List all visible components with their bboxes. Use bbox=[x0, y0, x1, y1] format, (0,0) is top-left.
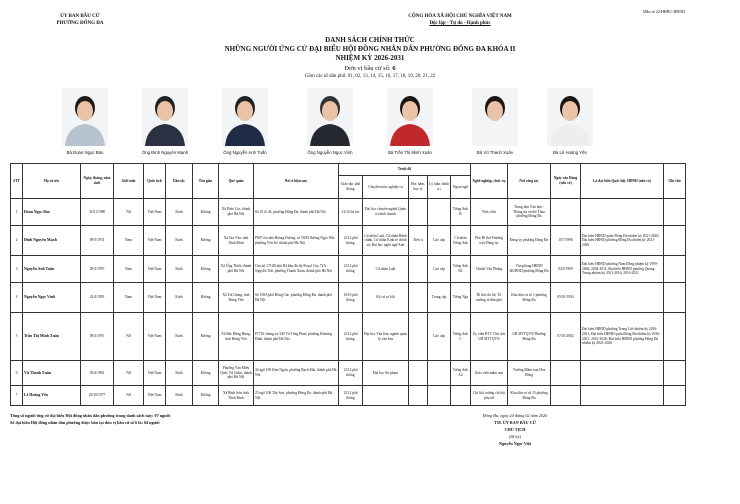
issuer-line: PHƯỜNG ĐỐNG ĐA bbox=[56, 21, 104, 26]
table-cell: 22/4/1959 bbox=[81, 283, 114, 313]
table-cell: 12/12 phổ thông bbox=[339, 256, 363, 283]
table-cell: 6 bbox=[11, 361, 23, 386]
table-cell: 12/12 phổ thông bbox=[339, 313, 363, 361]
table-cell: 12/12 phổ thông bbox=[339, 386, 363, 406]
table-cell: Tiếng Anh C bbox=[451, 313, 471, 361]
table-cell: 32 ngõ 100 Kim Ngưu, phường Bạch Mai, thành phố Hà Nội bbox=[254, 361, 339, 386]
table-cell: Tiếng Anh A2 bbox=[451, 361, 471, 386]
table-cell: Việt Nam bbox=[144, 256, 166, 283]
table-cell bbox=[428, 386, 451, 406]
signature-block bbox=[455, 412, 575, 447]
table-cell: 7 bbox=[11, 386, 23, 406]
table-cell: Chánh Văn Phòng bbox=[471, 256, 508, 283]
table-cell bbox=[551, 199, 581, 226]
table-cell: Không bbox=[193, 386, 219, 406]
table-cell: Ủy viên BTV Chủ tịch UB MTTQVN bbox=[471, 313, 508, 361]
table-cell bbox=[581, 283, 664, 313]
table-cell bbox=[451, 386, 471, 406]
title-line: DANH SÁCH CHÍNH THỨC bbox=[325, 36, 415, 44]
candidate-photo bbox=[62, 88, 108, 146]
table-cell: Không bbox=[193, 283, 219, 313]
table-cell: Xã Gia Vân, tỉnh Ninh Bình bbox=[219, 226, 254, 256]
signer-name: Nguyễn Ngọc Việt bbox=[498, 441, 532, 446]
candidate-photo bbox=[472, 88, 518, 146]
table-cell: Giáo viên mầm non bbox=[471, 361, 508, 386]
table-cell: Số 25 tổ 44, phường Đống Đa, thành phố Hà Nội bbox=[254, 199, 339, 226]
table-cell bbox=[409, 361, 428, 386]
table-cell: Nam bbox=[114, 226, 144, 256]
photo-caption: Bà Vũ Thanh Xuân bbox=[476, 150, 514, 155]
table-cell: 04/5/1999 bbox=[551, 256, 581, 283]
table-cell: P907 tòa nhà Hoàng Dương, số 50/83 đường Ngọc Hồi, phường Yên Sở, thành phố Hà Nội bbox=[254, 226, 339, 256]
table-cell: Phường Văn Miếu Quốc Tử Giám, thành phố Hà Nội bbox=[219, 361, 254, 386]
table-cell: 3 bbox=[11, 256, 23, 283]
column-header: Quốc tịch bbox=[144, 164, 166, 199]
table-cell: Cử nhân Luật bbox=[363, 256, 409, 283]
table-cell: Khu dân cư số 1 phường Đống Đa bbox=[508, 283, 551, 313]
column-header: Nơi công tác bbox=[508, 164, 551, 199]
table-cell bbox=[664, 199, 686, 226]
table-cell: Không bbox=[193, 199, 219, 226]
table-cell: Văn phòng HĐND &UBND phường Đống Đa bbox=[508, 256, 551, 283]
column-header: Giới tính bbox=[114, 164, 144, 199]
table-cell bbox=[428, 361, 451, 386]
table-cell: 09/3/1976 bbox=[81, 313, 114, 361]
table-cell bbox=[409, 283, 428, 313]
table-cell: Trần Thị Minh Xuân bbox=[23, 313, 81, 361]
issuer-header bbox=[40, 13, 120, 27]
table-cell: Xã Trà Giang, tỉnh Hưng Yên bbox=[219, 283, 254, 313]
summary bbox=[10, 412, 170, 426]
table-cell: Kinh bbox=[166, 283, 193, 313]
photo-caption: Ông Đinh Nguyên Mạnh bbox=[141, 150, 189, 155]
table-cell: Tiếng Anh B bbox=[451, 199, 471, 226]
column-header: Dân tộc bbox=[166, 164, 193, 199]
table-cell bbox=[664, 386, 686, 406]
column-header: Là đại biểu Quốc hội, HĐND (nếu có) bbox=[581, 164, 664, 199]
table-cell: Kinh bbox=[166, 361, 193, 386]
table-cell: Kỹ sư cơ khí bbox=[363, 283, 409, 313]
table-cell: 05/01/1994 bbox=[551, 283, 581, 313]
table-cell: Cao cấp bbox=[428, 256, 451, 283]
table-cell bbox=[581, 361, 664, 386]
table-cell: Đại học chuyên ngành Quản trị kinh doanh bbox=[363, 199, 409, 226]
table-cell: Trung tâm Văn hóa - Thông tin và thể Thao phường Đống Đa bbox=[508, 199, 551, 226]
table-cell: Đại học Văn hóa, ngành quản lý văn hóa bbox=[363, 313, 409, 361]
table-cell bbox=[581, 199, 664, 226]
table-cell: Trung cấp bbox=[428, 283, 451, 313]
unit-number: 6 bbox=[392, 65, 396, 72]
column-header: STT bbox=[11, 164, 23, 199]
table-cell: 09/5/1974 bbox=[81, 226, 114, 256]
table-cell: Việt Nam bbox=[144, 361, 166, 386]
table-cell: Không bbox=[193, 226, 219, 256]
table-cell: Xã Phúc Lộc, thành phố Hà Nội bbox=[219, 199, 254, 226]
table-cell bbox=[581, 386, 664, 406]
table-row bbox=[11, 226, 686, 256]
document-title bbox=[120, 36, 620, 80]
table-cell: Căn hộ 1712B nhà R4 khu đô thị Royal City 72A Nguyễn Trãi, phường Thanh Xuân, thành phố Hà Nội bbox=[254, 256, 339, 283]
sign-org: TM. ỦY BAN BẦU CỬ bbox=[494, 420, 536, 425]
national-motto: Độc lập - Tự do - Hạnh phúc bbox=[429, 21, 491, 26]
table-cell: Đinh Nguyên Mạnh bbox=[23, 226, 81, 256]
table-cell: Đại học Sư phạm bbox=[363, 361, 409, 386]
table-cell bbox=[428, 199, 451, 226]
table-cell: Viên chức bbox=[471, 199, 508, 226]
table-cell: 12/12 bổ túc bbox=[339, 199, 363, 226]
table-cell: Việt Nam bbox=[144, 313, 166, 361]
table-cell bbox=[551, 386, 581, 406]
table-cell: Không bbox=[193, 361, 219, 386]
column-header: Ngày, tháng, năm sinh bbox=[81, 164, 114, 199]
table-cell: Tiếng Anh B2 bbox=[451, 256, 471, 283]
column-header: Nghề nghiệp, chức vụ bbox=[471, 164, 508, 199]
national-header bbox=[370, 13, 550, 27]
column-header: Ngày vào Đảng (nếu có) bbox=[551, 164, 581, 199]
table-cell bbox=[409, 313, 428, 361]
table-cell: Nữ bbox=[114, 361, 144, 386]
table-row bbox=[11, 199, 686, 226]
table-cell: 10/10 phổ thông bbox=[339, 283, 363, 313]
table-cell: Việt Nam bbox=[144, 226, 166, 256]
table-cell: Cử nhân Luật, Cử nhân Hành chính, Cử nhân Kinh tế chính trị, Đại học ngôn ngữ Anh bbox=[363, 226, 409, 256]
table-cell: 07/01/2002 bbox=[551, 313, 581, 361]
table-cell: Nữ bbox=[114, 386, 144, 406]
table-cell: Việt Nam bbox=[144, 199, 166, 226]
table-cell: 1 bbox=[11, 199, 23, 226]
column-header: Ngoại ngữ bbox=[451, 176, 471, 199]
table-cell: Chi hội trưởng chi hội phụ nữ bbox=[471, 386, 508, 406]
table-row bbox=[11, 386, 686, 406]
table-row bbox=[11, 313, 686, 361]
table-cell: 31/01/1980 bbox=[81, 199, 114, 226]
national-title: CỘNG HÒA XÃ HỘI CHỦ NGHĨA VIỆT NAM bbox=[408, 14, 512, 19]
table-cell: Tiếng Nga bbox=[451, 283, 471, 313]
table-cell: Cử nhân Tiếng Anh bbox=[451, 226, 471, 256]
table-cell: Việt Nam bbox=[144, 283, 166, 313]
table-cell: Xã Bắc Đông Hưng, tỉnh Hưng Yên bbox=[219, 313, 254, 361]
table-cell bbox=[409, 256, 428, 283]
sign-role: CHỦ TỊCH bbox=[504, 427, 526, 432]
column-header: Tôn giáo bbox=[193, 164, 219, 199]
table-cell: Lê Hoàng Yến bbox=[23, 386, 81, 406]
table-cell: Nữ bbox=[114, 199, 144, 226]
table-cell: Đảng ủy phường Đống Đa bbox=[508, 226, 551, 256]
table-cell bbox=[363, 386, 409, 406]
candidate-table bbox=[10, 163, 686, 406]
candidate-photo bbox=[142, 88, 188, 146]
table-cell: Đoàn Ngọc Bảo bbox=[23, 199, 81, 226]
table-cell: 25/10/1977 bbox=[81, 386, 114, 406]
table-cell: Kinh bbox=[166, 256, 193, 283]
column-header: Quê quán bbox=[219, 164, 254, 199]
table-cell: Nguyễn Ngọc Vinh bbox=[23, 283, 81, 313]
column-header: Nơi ở hiện nay bbox=[254, 164, 339, 199]
table-cell: Bí thư chi bộ, Tổ trưởng tổ dân phố bbox=[471, 283, 508, 313]
table-cell: 29/4/1970 bbox=[81, 256, 114, 283]
photo-caption: Bà Đoàn Ngọc Bảo bbox=[66, 150, 104, 155]
photo-caption: Ông Nguyễn Ngọc Vinh bbox=[307, 150, 353, 155]
table-cell: Trường Mầm non Hoa Hồng bbox=[508, 361, 551, 386]
table-cell: Xã Bình Sơn, tỉnh Ninh Bình bbox=[219, 386, 254, 406]
title-line: NHỮNG NGƯỜI ỨNG CỬ ĐẠI BIỂU HỘI ĐỒNG NHÂN DÂN PHƯỜNG ĐỐNG ĐA KHÓA II bbox=[224, 45, 516, 53]
table-cell: Việt Nam bbox=[144, 386, 166, 406]
table-cell bbox=[664, 226, 686, 256]
table-cell: Kinh bbox=[166, 313, 193, 361]
residential-groups: Gồm các tổ dân phố: 01, 02, 13, 14, 15, 16, 17, 18, 19, 20, 21, 22 bbox=[304, 74, 436, 79]
total-candidates: Tổng số người ứng cử đại biểu Hội đồng nhân dân phường trong danh sách này: 07 người bbox=[10, 413, 171, 418]
column-header: Giáo dục phổ thông bbox=[339, 176, 363, 199]
table-cell: 12/12 phổ thông bbox=[339, 361, 363, 386]
table-cell: Cao cấp bbox=[428, 226, 451, 256]
table-cell: Nữ bbox=[114, 313, 144, 361]
table-cell bbox=[551, 361, 581, 386]
table-cell: 4 bbox=[11, 283, 23, 313]
table-cell: Vũ Thanh Xuân bbox=[23, 361, 81, 386]
column-header: Lý luận chính trị bbox=[428, 176, 451, 199]
table-cell: Nam bbox=[114, 283, 144, 313]
photo-caption: Bà Trần Thị Minh Xuân bbox=[388, 150, 432, 155]
table-cell: Kinh bbox=[166, 226, 193, 256]
form-number: Mẫu số 22/HĐBC-HĐND bbox=[643, 9, 685, 14]
candidate-photo bbox=[222, 88, 268, 146]
table-cell: Đại biểu HĐND phường Nam Đồng nhiệm kỳ 1999-2004; 2004-2011; Đại biểu HĐND phường Quang Trung nhiệm kỳ 2011-2016; 2016-2021 bbox=[581, 256, 664, 283]
table-cell bbox=[664, 283, 686, 313]
table-cell: Số 158A phố Đông Các, phường Đống Đa, thành phố Hà Nội bbox=[254, 283, 339, 313]
candidate-photo bbox=[547, 88, 593, 146]
table-cell: Nam bbox=[114, 256, 144, 283]
table-cell: 25 ngõ 100 Tây Sơn, phường Đống Đa, thành phố Hà Nội bbox=[254, 386, 339, 406]
table-row bbox=[11, 283, 686, 313]
table-cell bbox=[409, 199, 428, 226]
table-cell: Không bbox=[193, 313, 219, 361]
column-header: Họ và tên bbox=[23, 164, 81, 199]
candidate-photo bbox=[387, 88, 433, 146]
table-row bbox=[11, 361, 686, 386]
table-cell bbox=[664, 256, 686, 283]
table-cell bbox=[664, 313, 686, 361]
table-cell: Không bbox=[193, 256, 219, 283]
table-cell: 10/7/1996 bbox=[551, 226, 581, 256]
table-cell: Cao cấp bbox=[428, 313, 451, 361]
sign-status: (đã ký) bbox=[509, 434, 521, 439]
unit-label: Đơn vị bầu cử số: bbox=[344, 65, 391, 72]
table-cell: Phó Bí thư Thường trực Đảng ủy bbox=[471, 226, 508, 256]
column-header: Chuyên môn, nghiệp vụ bbox=[363, 176, 409, 199]
table-row bbox=[11, 256, 686, 283]
column-header: Ghi chú bbox=[664, 164, 686, 199]
table-cell: Tiến sĩ bbox=[409, 226, 428, 256]
table-cell: 5 bbox=[11, 313, 23, 361]
seats-count: Số đại biểu Hội đồng nhân dân phường được bầu tại đơn vị bầu cử số 6 là: 04 người bbox=[10, 420, 160, 425]
table-cell: Kinh bbox=[166, 386, 193, 406]
issuer-line: ỦY BAN BẦU CỬ bbox=[60, 14, 100, 19]
title-line: NHIỆM KỲ 2026-2031 bbox=[335, 54, 405, 62]
table-cell bbox=[664, 361, 686, 386]
table-cell: 12/12 phổ thông bbox=[339, 226, 363, 256]
table-cell: Nguyễn Anh Tuấn bbox=[23, 256, 81, 283]
sign-date: Đống Đa, ngày 24 tháng 02 năm 2026 bbox=[482, 413, 548, 418]
table-cell: P1716 chung cư 349 Vũ Tông Phan, phường Khương Đình, thành phố Hà Nội bbox=[254, 313, 339, 361]
candidate-photo bbox=[307, 88, 353, 146]
photo-caption: Bà Lê Hoàng Yến bbox=[553, 150, 587, 155]
table-cell: Đại biểu HĐND quận Đống Đa nhiệm kỳ 2021-2026; Đại biểu HĐND phường Đống Đa nhiệm kỳ 2021-2026 bbox=[581, 226, 664, 256]
group-header: Trình độ bbox=[339, 164, 471, 176]
table-cell: 2 bbox=[11, 226, 23, 256]
photo-caption: Ông Nguyễn Anh Tuấn bbox=[223, 150, 267, 155]
table-cell: 03/4/1992 bbox=[81, 361, 114, 386]
table-cell: Đại biểu HĐND phường Trung Liệt nhiệm kỳ 2016-2021; Đại biểu HĐND quận Đống Đa nhiệm kỳ 2016-2021; 2021-2026; Đại biểu HĐND phường Đống Đa nhiệm kỳ 2021-2026 bbox=[581, 313, 664, 361]
table-cell: Kinh bbox=[166, 199, 193, 226]
table-cell bbox=[409, 386, 428, 406]
electoral-unit bbox=[120, 64, 620, 74]
table-cell: UB MTTQVN Phường Đống Đa bbox=[508, 313, 551, 361]
table-cell: Xã Ứng Thiên, thành phố Hà Nội bbox=[219, 256, 254, 283]
column-header: Học hàm, học vị bbox=[409, 176, 428, 199]
table-cell: Khu dân cư số 15 phường Đống Đa bbox=[508, 386, 551, 406]
